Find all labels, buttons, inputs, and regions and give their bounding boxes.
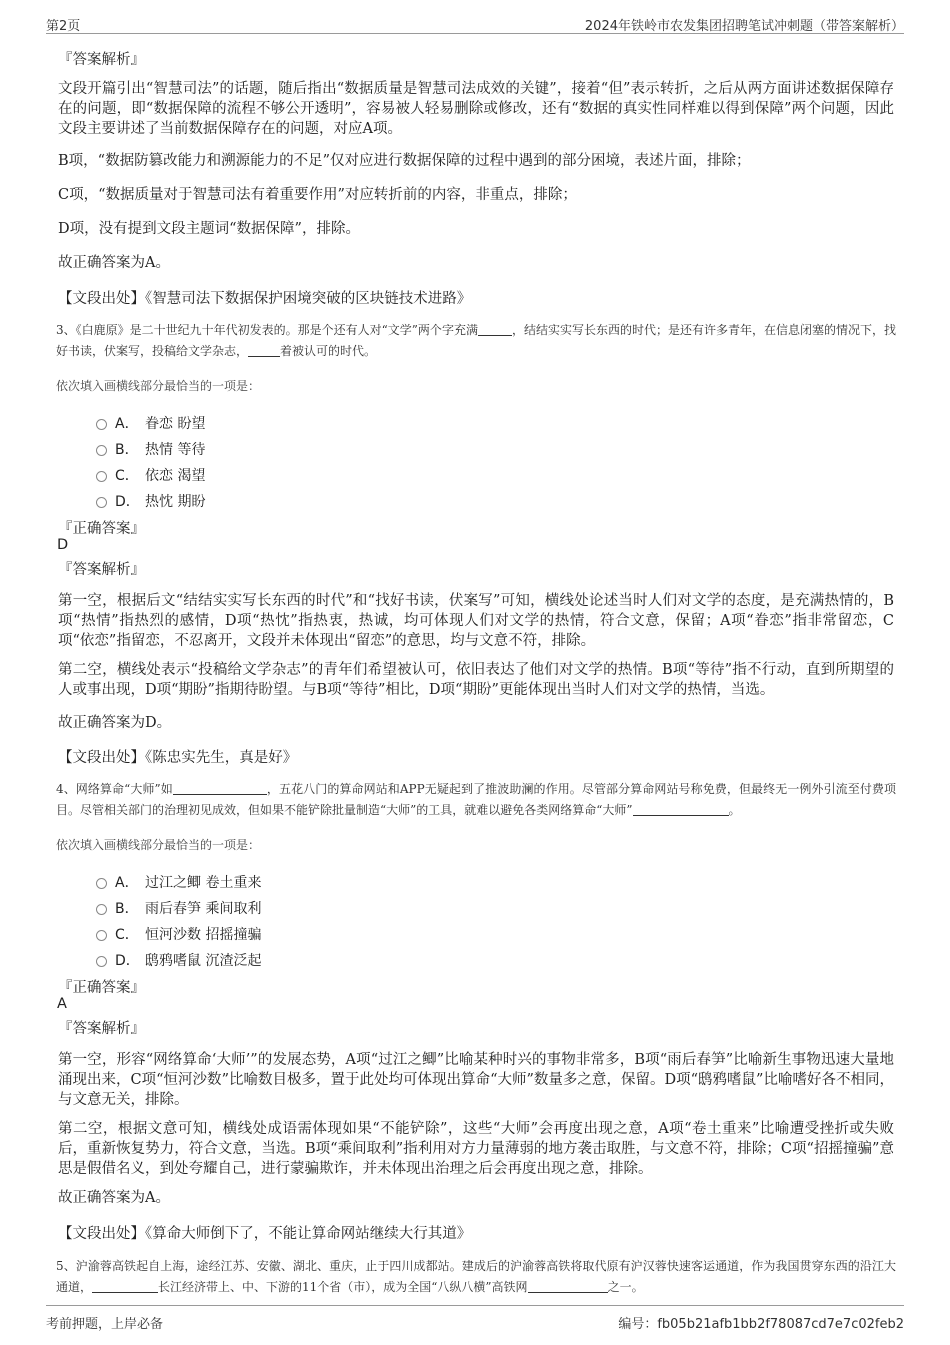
q3-blank-2 (248, 344, 280, 357)
q3-stem: 3、《白鹿原》是二十世纪九十年代初发表的。那是个还有人对“文学”两个字充满 ，结结实实写长东西的时代；是还有许多青年，在信息闭塞的情况下，找好书读，伏案写，投稿给文学杂志， 着被认可的时代。 (56, 323, 896, 358)
q2-analysis-p1: 文段开篇引出“智慧司法”的话题，随后指出“数据质量是智慧司法成效的关键”，接着“但”表示转折，之后从两方面讲述数据保障存在的问题，即“数据保障的流程不够公开透明”，容易被人轻易删除或修改，还有“数据的真实性同样难以得到保障”两个问题，因此文段主要讲述了当前数据保障存在的问题，对应A项。 (58, 81, 894, 137)
q4-analysis-p3: 故正确答案为A。 (58, 1190, 170, 1206)
q4-stem: 4、网络算命“大师”如 ，五花八门的算命网站和APP无疑起到了推波助澜的作用。尽管部分算命网站号称免费，但最终无一例外引流至付费项目。尽管相关部门的治理初见成效，但如果不能铲除批量制造“大师”的工具，就难以避免各类网络算命“大师” 。 (56, 782, 896, 817)
q4-analysis-heading: 『答案解析』 (58, 1021, 145, 1037)
document-title: 2024年铁岭市农发集团招聘笔试冲刺题（带答案解析） (584, 19, 904, 34)
q4-blank-1 (173, 782, 267, 795)
q4-blank-2 (633, 803, 729, 816)
radio-icon[interactable] (96, 956, 107, 967)
q4-option-b[interactable]: B． 雨后春笋 乘间取利 (96, 898, 261, 918)
radio-icon[interactable] (96, 471, 107, 482)
q3-answer: D (57, 537, 69, 553)
q4-analysis-p1: 第一空，形容“网络算命‘大师’”的发展态势，A项“过江之鲫”比喻某种时兴的事物非常多，B项“雨后春笋”比喻新生事物迅速大量地涌现出来，C项“恒河沙数”比喻数目极多，置于此处均可体现出算命“大师”数量多之意，保留。D项“鸱鸦嗜鼠”比喻嗜好各不相同，与文意无关，排除。 (58, 1052, 894, 1108)
q4-option-d[interactable]: D． 鸱鸦嗜鼠 沉渣泛起 (96, 950, 261, 970)
q5-stem: 5、沪渝蓉高铁起自上海，途经江苏、安徽、湖北、重庆，止于四川成都站。建成后的沪渝蓉高铁将取代原有沪汉蓉快速客运通道，作为我国贯穿东西的沿江大通道， 长江经济带上、中、下游的11个省（市），成为全国“八纵八横”高铁网 之一。 (56, 1259, 896, 1294)
page-footer (46, 1305, 904, 1331)
q3-answer-heading: 『正确答案』 (58, 521, 145, 537)
radio-icon[interactable] (96, 419, 107, 430)
q2-analysis-p4: D项，没有提到文段主题词“数据保障”，排除。 (58, 221, 360, 237)
radio-icon[interactable] (96, 930, 107, 941)
q4-option-a[interactable]: A． 过江之鲫 卷土重来 (96, 872, 261, 892)
q2-source: 【文段出处】《智慧司法下数据保护困境突破的区块链技术进路》 (58, 291, 472, 307)
q4-prompt: 依次填入画横线部分最恰当的一项是： (56, 838, 261, 852)
q2-analysis-p2: B项，“数据防篡改能力和溯源能力的不足”仅对应进行数据保障的过程中遇到的部分困境，表述片面，排除； (58, 153, 751, 169)
q3-analysis-p2: 第二空，横线处表示“投稿给文学杂志”的青年们希望被认可，依旧表达了他们对文学的热情。B项“等待”指不行动，直到所期望的人或事出现，D项“期盼”指期待盼望。与B项“等待”相比，D项“期盼”更能体现出当时人们对文学的热情，当选。 (58, 662, 894, 698)
page-header (46, 12, 904, 34)
radio-icon[interactable] (96, 497, 107, 508)
q2-analysis-p3: C项，“数据质量对于智慧司法有着重要作用”对应转折前的内容，非重点，排除； (58, 187, 577, 203)
page-number: 第2页 (46, 19, 81, 34)
q3-prompt: 依次填入画横线部分最恰当的一项是： (56, 379, 261, 393)
q2-analysis-p5: 故正确答案为A。 (58, 255, 170, 271)
q3-option-c[interactable]: C． 依恋 渴望 (96, 465, 205, 485)
q3-analysis-p3: 故正确答案为D。 (58, 715, 172, 731)
radio-icon[interactable] (96, 904, 107, 915)
footer-slogan: 考前押题，上岸必备 (46, 1317, 164, 1332)
q2-analysis-heading: 『答案解析』 (58, 52, 145, 68)
q3-option-a[interactable]: A． 眷恋 盼望 (96, 413, 205, 433)
q3-blank-1 (478, 323, 512, 336)
q4-source: 【文段出处】《算命大师倒下了，不能让算命网站继续大行其道》 (58, 1226, 472, 1242)
document-id: 编号：fb05b21afb1bb2f78087cd7e7c02feb2 (618, 1317, 904, 1332)
q3-source: 【文段出处】《陈忠实先生，真是好》 (58, 750, 298, 766)
q4-answer-heading: 『正确答案』 (58, 980, 145, 996)
radio-icon[interactable] (96, 878, 107, 889)
q3-analysis-heading: 『答案解析』 (58, 562, 145, 578)
q3-option-d[interactable]: D． 热忱 期盼 (96, 491, 205, 511)
radio-icon[interactable] (96, 445, 107, 456)
q5-blank-1 (92, 1280, 158, 1293)
q3-analysis-p1: 第一空，根据后文“结结实实写长东西的时代”和“找好书读，伏案写”可知，横线处论述当时人们对文学的态度，是充满热情的，B项“热情”指热烈的感情，D项“热忱”指热衷，热诚，均可体现人们对文学的热情，符合文意，保留；A项“眷恋”指非常留恋，C项“依恋”指留恋，不忍离开，文段并未体现出“留恋”的意思，均与文意不符，排除。 (58, 593, 894, 649)
q4-answer: A (57, 996, 67, 1012)
q4-option-c[interactable]: C． 恒河沙数 招摇撞骗 (96, 924, 261, 944)
q5-blank-2 (528, 1280, 608, 1293)
q3-option-b[interactable]: B． 热情 等待 (96, 439, 205, 459)
q4-analysis-p2: 第二空，根据文意可知，横线处成语需体现如果“不能铲除”，这些“大师”会再度出现之意，A项“卷土重来”比喻遭受挫折或失败后，重新恢复势力，符合文意，当选。B项“乘间取利”指利用对方力量薄弱的地方袭击取胜，与文意不符，排除；C项“招摇撞骗”意思是假借名义，到处夸耀自己，进行蒙骗欺诈，并未体现出治理之后会再度出现之意，排除。 (58, 1121, 894, 1177)
